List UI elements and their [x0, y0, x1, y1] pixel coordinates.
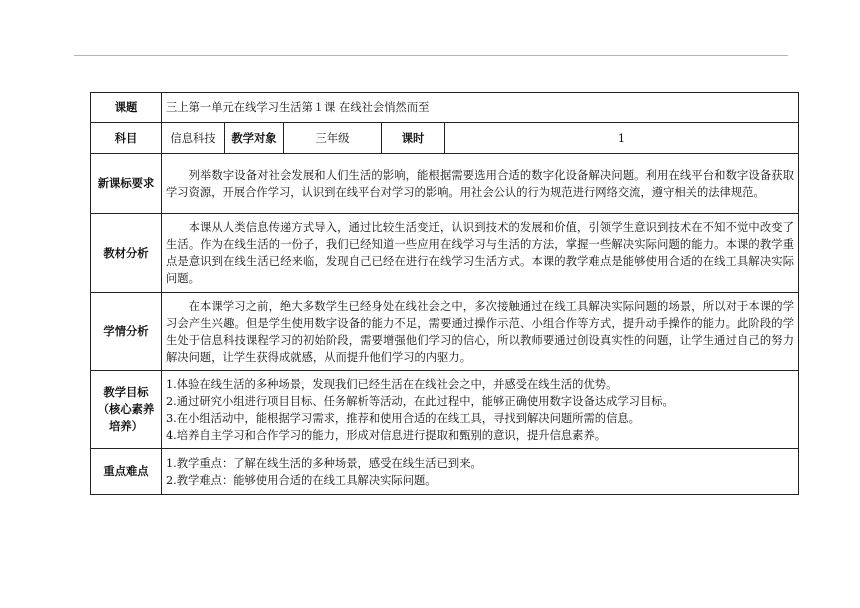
objective-item: 2.通过研究小组进行项目目标、任务解析等活动，在此过程中，能够正确使用数字设备达成学习目标。 — [166, 394, 674, 408]
objective-item: 4.培养自主学习和合作学习的能力，形成对信息进行提取和甄别的意识，提升信息素养。 — [166, 428, 607, 442]
lesson-plan-table — [90, 92, 799, 495]
curriculum-cell — [162, 154, 799, 214]
row-info — [91, 123, 799, 154]
curriculum-label: 新课标要求 — [91, 154, 162, 214]
hours-label: 课时 — [382, 123, 445, 154]
material-text: 本课从人类信息传递方式导入，通过比较生活变迁，认识到技术的发展和价值，引领学生意识到技术在不知不觉中改变了生活。作为在线生活的一份子，我们已经知道一些应用在线学习与生活的方法，掌握一些解决实际问题的能力。本课的教学重点是意识到在线生活已经来临，发现自己已经在进行在线学习生活方式。本课的教学难点是能够使用合适的在线工具解决实际问题。 — [166, 221, 794, 285]
row-material — [91, 214, 799, 293]
curriculum-text: 列举数字设备对社会发展和人们生活的影响，能根据需要选用合适的数字化设备解决问题。利用在线平台和数字设备获取学习资源，开展合作学习，认识到在线平台对学习的影响。用社会公认的行为规范进行网络交流，遵守相关的法律规范。 — [166, 168, 794, 199]
row-students — [91, 293, 799, 371]
row-objectives — [91, 371, 799, 449]
objectives-label — [91, 371, 162, 449]
students-cell — [162, 293, 799, 371]
key-points-cell — [162, 449, 799, 495]
students-text: 在本课学习之前，绝大多数学生已经身处在线社会之中，多次接触通过在线工具解决实际问题的场景，所以对于本课的学习会产生兴趣。但是学生使用数字设备的能力不足，需要通过操作示范、小组合作等方式，提升动手操作的能力。此阶段的学生处于信息科技课程学习的初始阶段，需要增强他们学习的信心，所以教师要通过创设真实性的问题，让学生通过自己的努力解决问题，让学生获得成就感，从而提升他们学习的内驱力。 — [166, 299, 794, 364]
lesson-title-label: 课题 — [91, 93, 162, 123]
row-key-points — [91, 449, 799, 495]
objectives-label-line1: 教学目标 — [103, 386, 149, 399]
key-point-item: 2.教学难点：能够使用合适的在线工具解决实际问题。 — [166, 473, 437, 487]
audience-label: 教学对象 — [225, 123, 284, 154]
objectives-label-line2: （核心素养 — [97, 403, 155, 416]
objectives-cell — [162, 371, 799, 449]
key-points-label: 重点难点 — [91, 449, 162, 495]
row-curriculum — [91, 154, 799, 214]
subject-label: 科目 — [91, 123, 162, 154]
students-label: 学情分析 — [91, 293, 162, 371]
material-cell — [162, 214, 799, 293]
audience-value: 三年级 — [284, 123, 382, 154]
row-lesson-title — [91, 93, 799, 123]
material-label: 教材分析 — [91, 214, 162, 293]
subject-value: 信息科技 — [162, 123, 225, 154]
objective-item: 1.体验在线生活的多种场景，发现我们已经生活在在线社会之中，并感受在线生活的优势。 — [166, 377, 618, 391]
objectives-label-line3: 培养） — [109, 420, 143, 433]
lesson-title-value: 三上第一单元在线学习生活第１课 在线社会悄然而至 — [162, 93, 799, 123]
objective-item: 3.在小组活动中，能根据学习需求，推荐和使用合适的在线工具，寻找到解决问题所需的信息。 — [166, 411, 640, 425]
key-point-item: 1.教学重点：了解在线生活的多种场景，感受在线生活已到来。 — [166, 456, 482, 470]
header-rule — [74, 55, 788, 56]
hours-value: 1 — [445, 123, 799, 154]
